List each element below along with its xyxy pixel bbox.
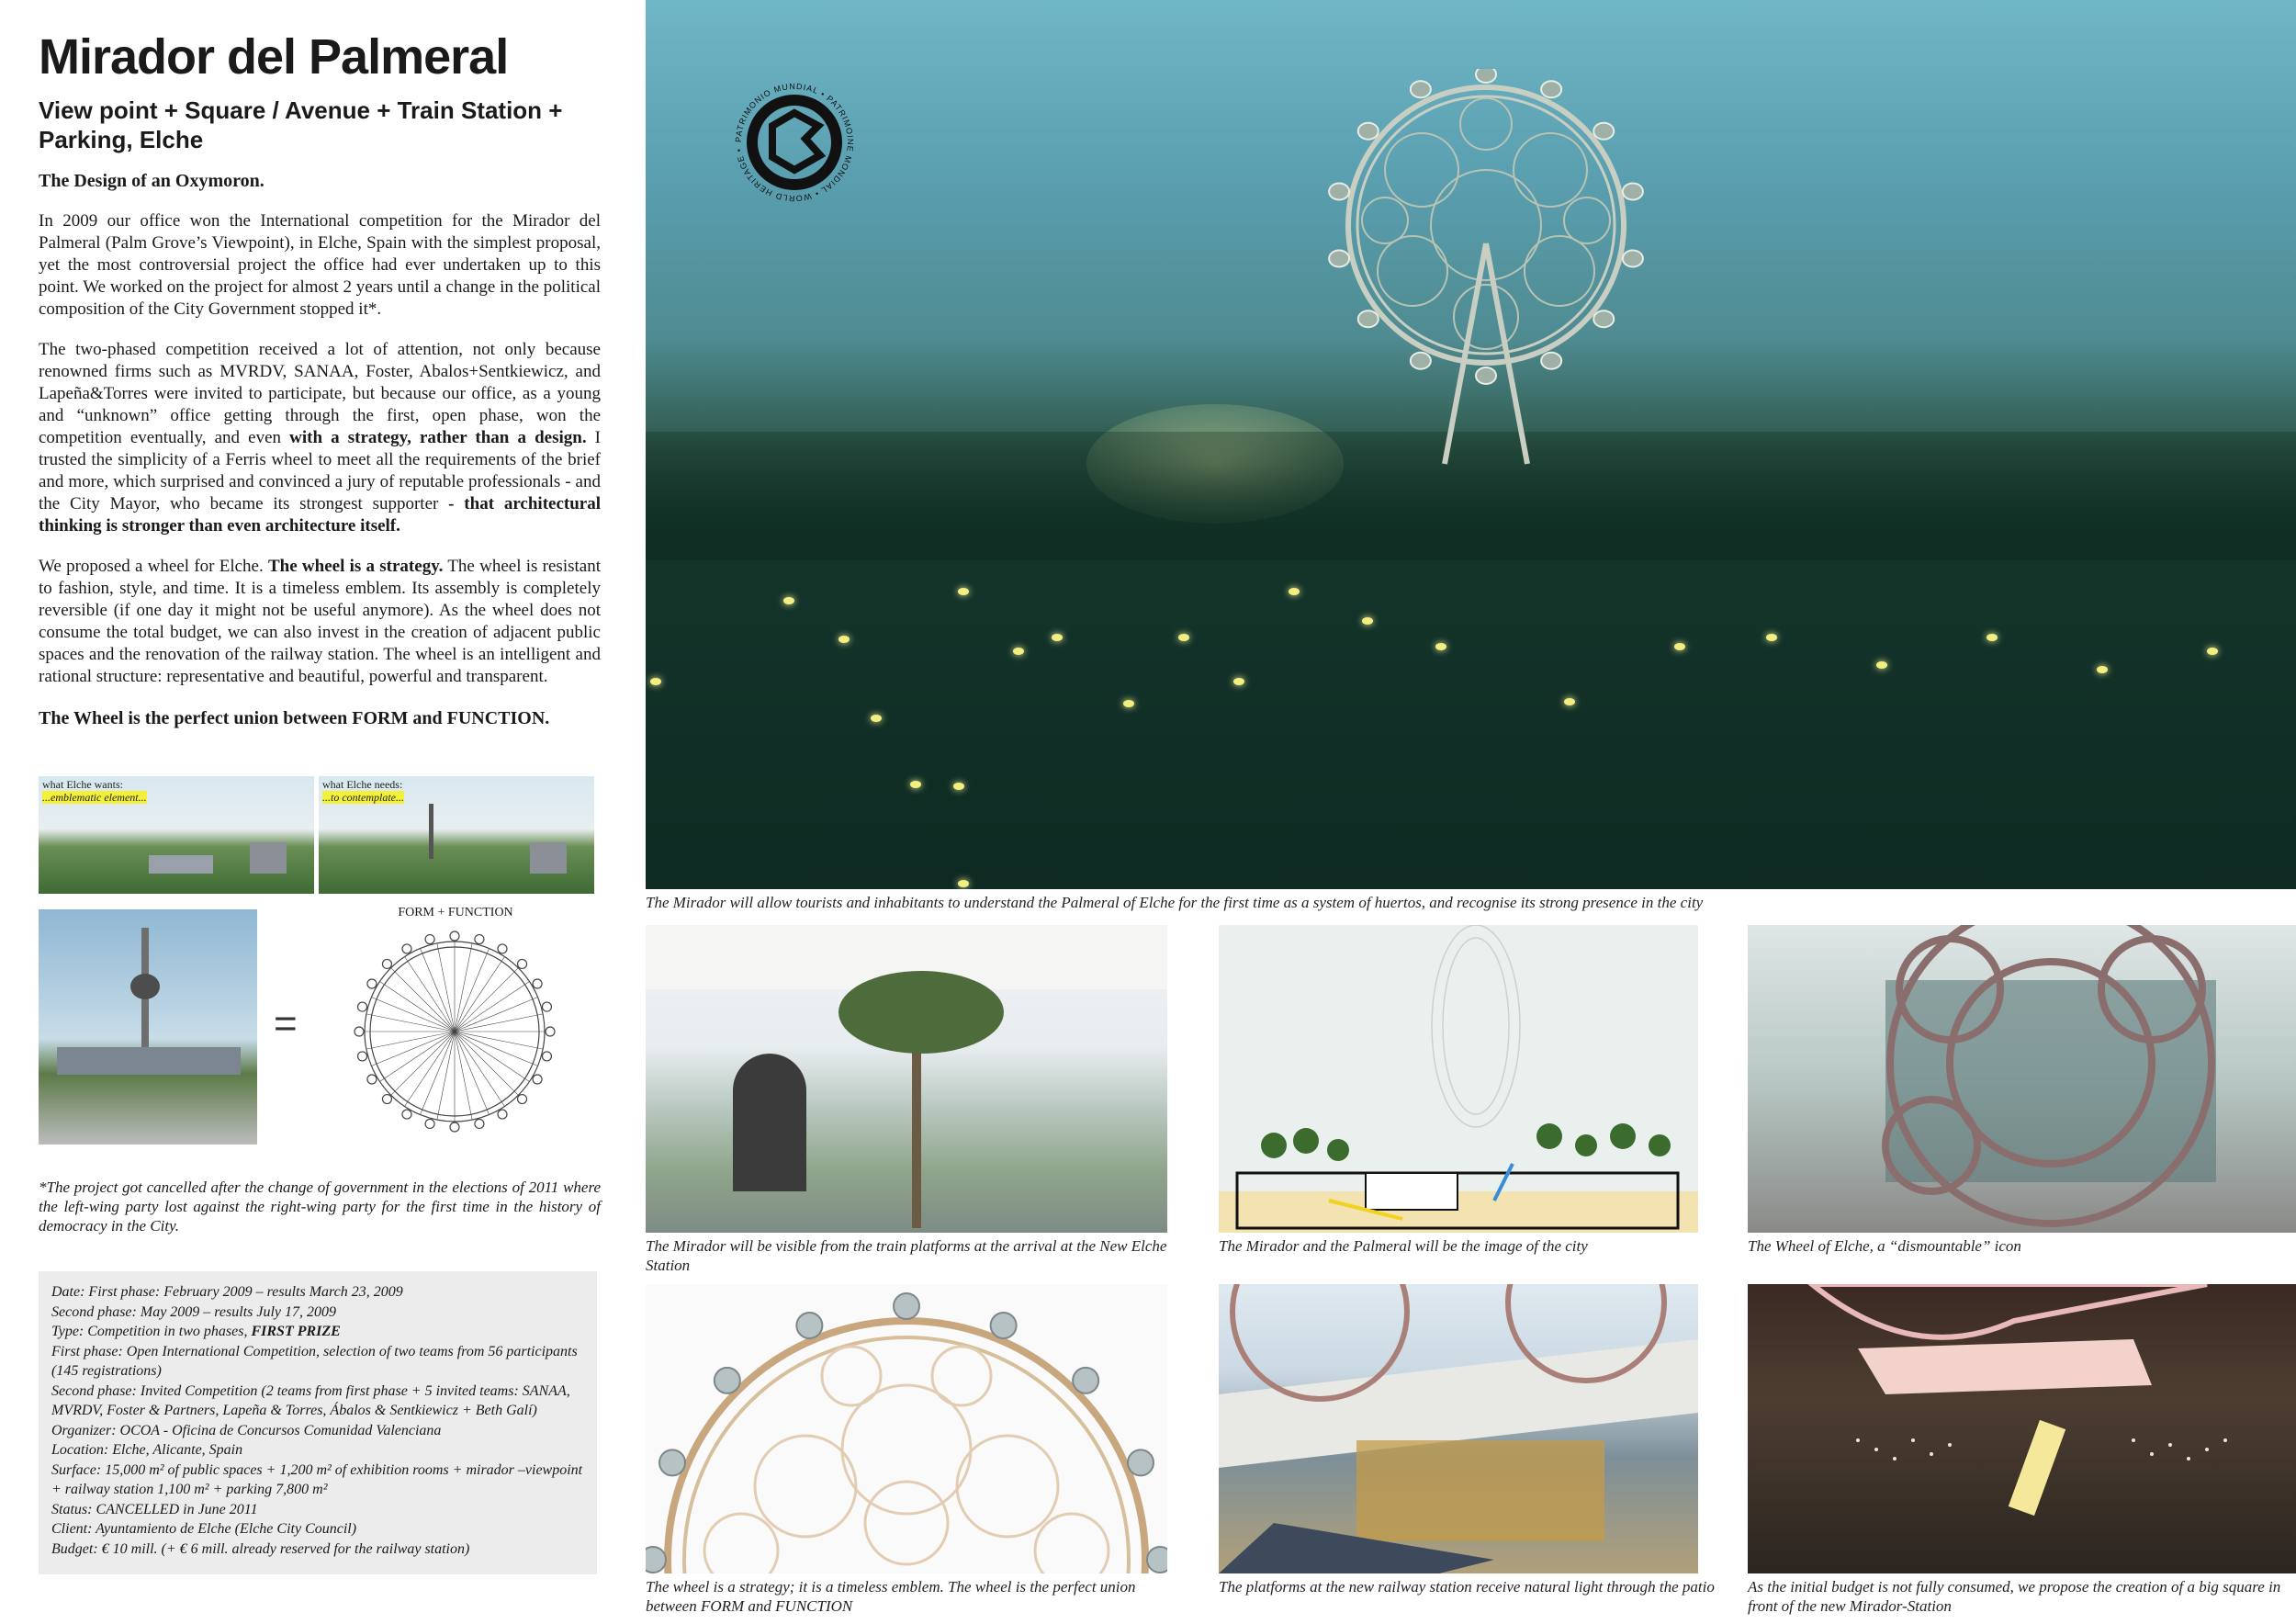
caption-section-drawing: The Mirador and the Palmeral will be the image of the city	[1219, 1237, 1588, 1255]
info-status: Status: CANCELLED in June 2011	[51, 1501, 258, 1517]
light-dot	[958, 588, 969, 595]
light-dot	[1052, 634, 1063, 641]
info-first-prize: FIRST PRIZE	[251, 1324, 341, 1339]
building-shape	[57, 1047, 241, 1075]
paragraph-2	[39, 339, 601, 537]
wheel-aerial-icon	[1748, 925, 2296, 1233]
info-organizer: Organizer: OCOA - Oficina de Concursos Comunidad Valenciana	[51, 1422, 442, 1438]
light-dot	[1289, 588, 1300, 595]
light-dot	[1766, 634, 1777, 641]
tower-top	[130, 974, 160, 999]
footnote: *The project got cancelled after the change of government in the elections of 2011 where the left-wing party lost against the right-wing party for the first time in the history of democracy in the City.	[39, 1179, 601, 1235]
info-type-label: Type: Competition in two phases,	[51, 1324, 252, 1339]
page-title: Mirador del Palmeral	[39, 29, 509, 85]
light-dot	[650, 678, 661, 685]
light-dot	[1178, 634, 1189, 641]
tower-shape	[429, 804, 433, 859]
light-dot	[838, 636, 850, 643]
thumbnail-needs	[319, 776, 594, 894]
section-heading: The Design of an Oxymoron.	[39, 171, 264, 191]
info-date: Date: First phase: February 2009 – results March 23, 2009	[51, 1284, 403, 1300]
image-station-patio	[1219, 1284, 1698, 1573]
info-location: Location: Elche, Alicante, Spain	[51, 1442, 243, 1458]
thumbnail-wants-caption	[42, 778, 147, 804]
paragraph-3	[39, 556, 601, 688]
closing-statement: The Wheel is the perfect union between FORM and FUNCTION.	[39, 708, 550, 728]
info-surface: Surface: 15,000 m² of public spaces + 1,200 m² of exhibition rooms + mirador –viewpoint + railway station 1,100 m² + parking 7,800 m²	[51, 1461, 583, 1497]
thumbnail-needs-caption	[322, 778, 404, 804]
light-dot	[958, 880, 969, 887]
paragraph-2-text-cont: I trusted the simplicity of a Ferris wheel to meet all the requirements of the brief and more, which surprised and convinced a jury of reputable professionals - and the City Mayor, who became its strongest supporter	[39, 428, 602, 513]
caption-night-square: As the initial budget is not fully consumed, we propose the creation of a big square in front of the new Mirador-Station	[1748, 1578, 2281, 1615]
info-first-phase: First phase: Open International Competition, selection of two teams from 56 participants (145 registrations)	[51, 1343, 578, 1379]
light-dot	[1876, 661, 1887, 669]
wheel-diagram	[349, 923, 560, 1134]
tower-photo	[39, 909, 257, 1145]
caption-train-platform: The Mirador will be visible from the train platforms at the arrival at the New Elche Station	[646, 1237, 1167, 1274]
light-dot	[910, 781, 921, 788]
light-dot	[783, 597, 794, 604]
light-dot	[1013, 648, 1024, 655]
paragraph-3-text-cont: The wheel is resistant to fashion, style, and time. It is a timeless emblem. Its assembly is completely reversible (if one day it might not be useful anymore). As the wheel does not consume the total budget, we can also invest in the creation of adjacent public spaces and the renovation of the railway station. The wheel is an intelligent and rational structure: representative and beautiful, powerful and transparent.	[39, 557, 601, 686]
thumbnail-wants	[39, 776, 314, 894]
project-info-box	[39, 1271, 597, 1574]
light-dot	[953, 783, 964, 790]
image-night-square	[1748, 1284, 2296, 1573]
paragraph-3-text: We proposed a wheel for Elche.	[39, 557, 268, 576]
ferris-wheel-icon	[1325, 69, 1647, 473]
light-dot	[2097, 666, 2108, 673]
image-wheel-aerial	[1748, 925, 2296, 1233]
info-type	[51, 1322, 584, 1342]
paragraph-2-bold: with a strategy, rather than a design.	[289, 428, 587, 447]
thumbnail-wants-label: what Elche wants:	[42, 778, 123, 791]
caption-wheel-aerial: The Wheel of Elche, a “dismountable” icon	[1748, 1237, 2021, 1255]
thumbnail-needs-highlight: ...to contemplate...	[322, 791, 404, 804]
light-dot	[1362, 617, 1373, 625]
page-subtitle: View point + Square / Avenue + Train Station + Parking, Elche	[39, 96, 563, 153]
equals-sign: =	[274, 1001, 298, 1046]
hero-image	[646, 0, 2296, 889]
caption-station-patio: The platforms at the new railway station receive natural light through the patio	[1219, 1578, 1715, 1596]
light-dot	[1123, 700, 1134, 707]
thumbnail-needs-label: what Elche needs:	[322, 778, 403, 791]
light-dot	[1986, 634, 1998, 641]
image-section-drawing	[1219, 925, 1698, 1233]
light-dot	[2207, 648, 2218, 655]
paragraph-2-text: The two-phased competition received a lot of attention, not only because renowned firms such as MVRDV, SANAA, Foster, Abalos+Sentkiewicz, and Lapeña&Torres were invited to participate, but because our office, as a young and “unknown” office getting through the first, open phase, won the competition eventually, and even	[39, 340, 601, 447]
text-column	[39, 28, 601, 729]
photographer-figure	[733, 1054, 806, 1191]
light-dot	[1564, 698, 1575, 705]
light-dot	[1435, 643, 1446, 650]
form-function-label: FORM + FUNCTION	[398, 906, 513, 919]
hero-caption: The Mirador will allow tourists and inhabitants to understand the Palmeral of Elche for the first time as a system of huertos, and recognise its strong presence in the city	[646, 894, 1704, 911]
image-wheel-model	[646, 1284, 1167, 1573]
info-client: Client: Ayuntamiento de Elche (Elche City Council)	[51, 1521, 357, 1537]
thumbnail-wants-highlight: ...emblematic element...	[42, 791, 147, 804]
info-second-phase-date: Second phase: May 2009 – results July 17, 2009	[51, 1303, 337, 1320]
light-dot	[1233, 678, 1244, 685]
paragraph-2-bold-end: - that architectural thinking is stronger than even architecture itself.	[39, 494, 602, 536]
caption-wheel-model: The wheel is a strategy; it is a timeless emblem. The wheel is the perfect union between FORM and FUNCTION	[646, 1578, 1136, 1615]
building-shape	[250, 842, 287, 874]
palm-fronds	[838, 971, 1004, 1054]
building-shape	[530, 842, 567, 874]
info-budget: Budget: € 10 mill. (+ € 6 mill. already reserved for the railway station)	[51, 1540, 470, 1557]
building-shape	[149, 855, 213, 874]
paragraph-1: In 2009 our office won the International competition for the Mirador del Palmeral (Palm Grove’s Viewpoint), in Elche, Spain with the simplest proposal, yet the most controversial project the office had ever undertaken up to this point. We worked on the project for almost 2 years until a change in the political composition of the City Government stopped it*.	[39, 211, 601, 319]
light-dot	[1674, 643, 1685, 650]
wheel-model-icon	[646, 1284, 1167, 1573]
night-square-icon	[1748, 1284, 2296, 1573]
world-heritage-ring-text: PATRIMONIO MUNDIAL • PATRIMOINE MONDIAL • WORLD HERITAGE •	[733, 81, 856, 204]
light-dot	[871, 715, 882, 722]
info-second-phase: Second phase: Invited Competition (2 teams from first phase + 5 invited teams: SANAA, MVRDV, Foster & Partners, Lapeña & Torres, Ábalos & Sentkiewicz + Beth Galí)	[51, 1382, 570, 1418]
paragraph-3-bold: The wheel is a strategy.	[267, 557, 444, 576]
world-heritage-icon	[730, 78, 859, 207]
image-train-platform	[646, 925, 1167, 1233]
station-patio-icon	[1219, 1284, 1698, 1573]
section-drawing-icon	[1219, 925, 1698, 1233]
